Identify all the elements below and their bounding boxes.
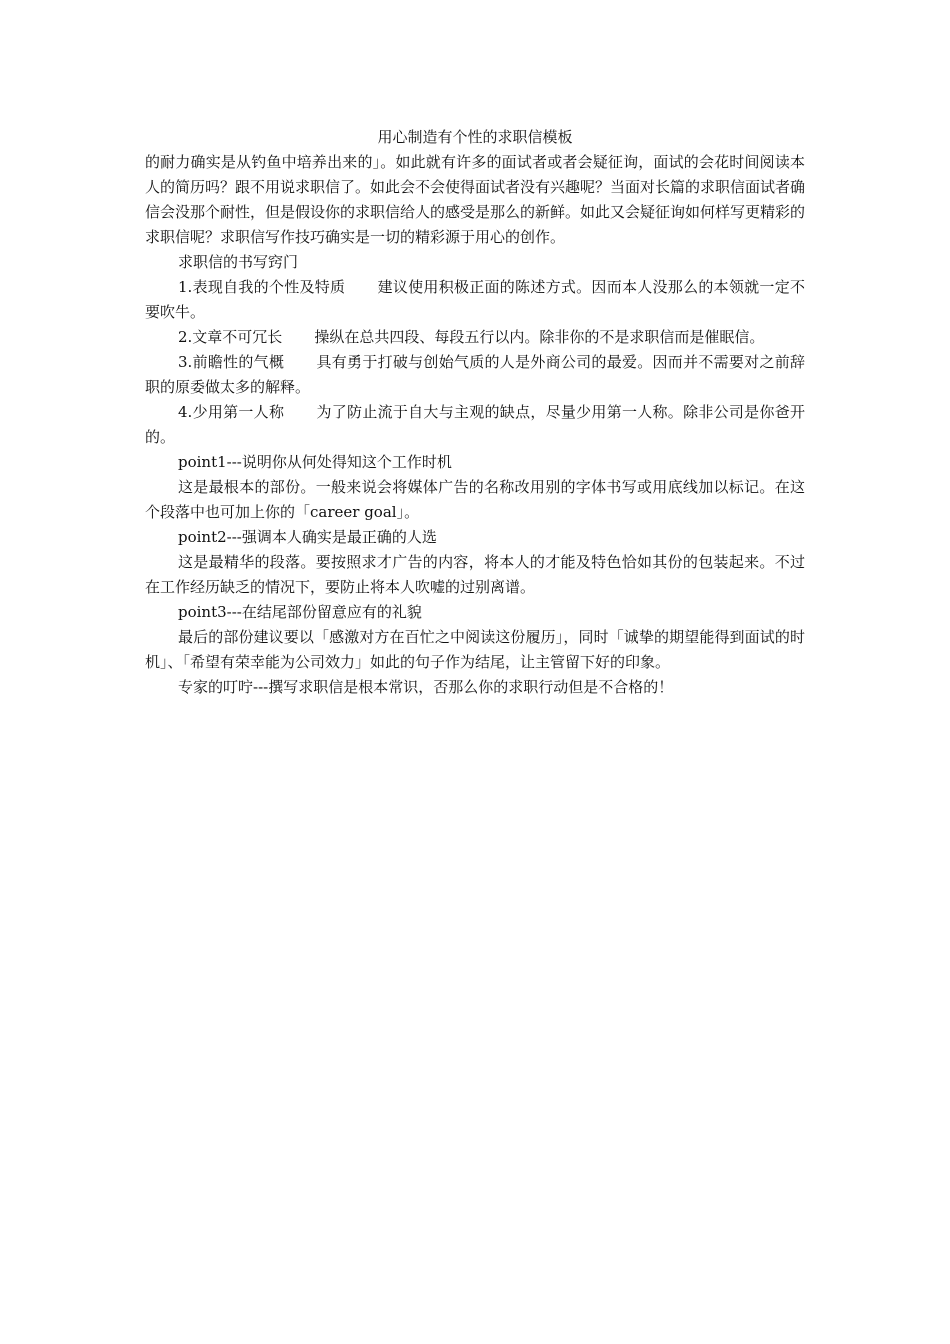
point-3-heading: point3---在结尾部份留意应有的礼貌 bbox=[178, 603, 422, 621]
point-1-heading: point1---说明你从何处得知这个工作时机 bbox=[178, 453, 452, 471]
tip-label: 3.前瞻性的气概 bbox=[178, 353, 285, 371]
tip-text: 建议使用积极正面的陈述方式。因而本人没那么的本领就一定不要吹牛。 bbox=[145, 278, 805, 321]
point-3-body: 最后的部份建议要以「感激对方在百忙之中阅读这份履历」，同时「诚挚的期望能得到面试的时机」、「希望有荣幸能为公司效力」如此的句子作为结尾，让主管留下好的印象。 bbox=[145, 628, 805, 671]
tip-text: 为了防止流于自大与主观的缺点，尽量少用第一人称。除非公司是你爸开的。 bbox=[145, 403, 805, 446]
closing-paragraph: 专家的叮咛---撰写求职信是根本常识，否那么你的求职行动但是不合格的！ bbox=[178, 678, 674, 696]
intro-paragraph: 的耐力确实是从钓鱼中培养出来的」。如此就有许多的面试者或者会疑征询，面试的会花时间阅读本人的简历吗？跟不用说求职信了。如此会不会使得面试者没有兴趣呢？当面对长篇的求职信面试者确信会没那个耐性，但是假设你的求职信给人的感受是那么的新鲜。如此又会疑征询如何样写更精彩的求职信呢？求职信写作技巧确实是一切的精彩源于用心的创作。 bbox=[145, 153, 806, 246]
point-1-body: 这是最根本的部份。一般来说会将媒体广告的名称改用别的字体书写或用底线加以标记。在这个段落中也可加上你的「career goal」。 bbox=[145, 478, 805, 521]
tip-label: 1.表现自我的个性及特质 bbox=[178, 278, 346, 296]
tip-text: 操纵在总共四段、每段五行以内。除非你的不是求职信而是催眠信。 bbox=[314, 328, 765, 346]
tip-4 bbox=[145, 400, 805, 450]
document-page bbox=[145, 124, 805, 700]
tip-2 bbox=[145, 325, 805, 350]
tip-label: 4.少用第一人称 bbox=[178, 403, 285, 421]
tip-label: 2.文章不可冗长 bbox=[178, 328, 283, 346]
tip-3 bbox=[145, 350, 805, 400]
point-2-body: 这是最精华的段落。要按照求才广告的内容，将本人的才能及特色恰如其份的包装起来。不过在工作经历缺乏的情况下，要防止将本人吹嘘的过别离谱。 bbox=[145, 553, 805, 596]
tip-1 bbox=[145, 275, 805, 325]
document-title: 用心制造有个性的求职信模板 bbox=[377, 128, 573, 146]
tip-text: 具有勇于打破与创始气质的人是外商公司的最爱。因而并不需要对之前辞职的原委做太多的解释。 bbox=[145, 353, 805, 396]
section-heading: 求职信的书写窍门 bbox=[178, 253, 299, 271]
point-2-heading: point2---强调本人确实是最正确的人选 bbox=[178, 528, 437, 546]
